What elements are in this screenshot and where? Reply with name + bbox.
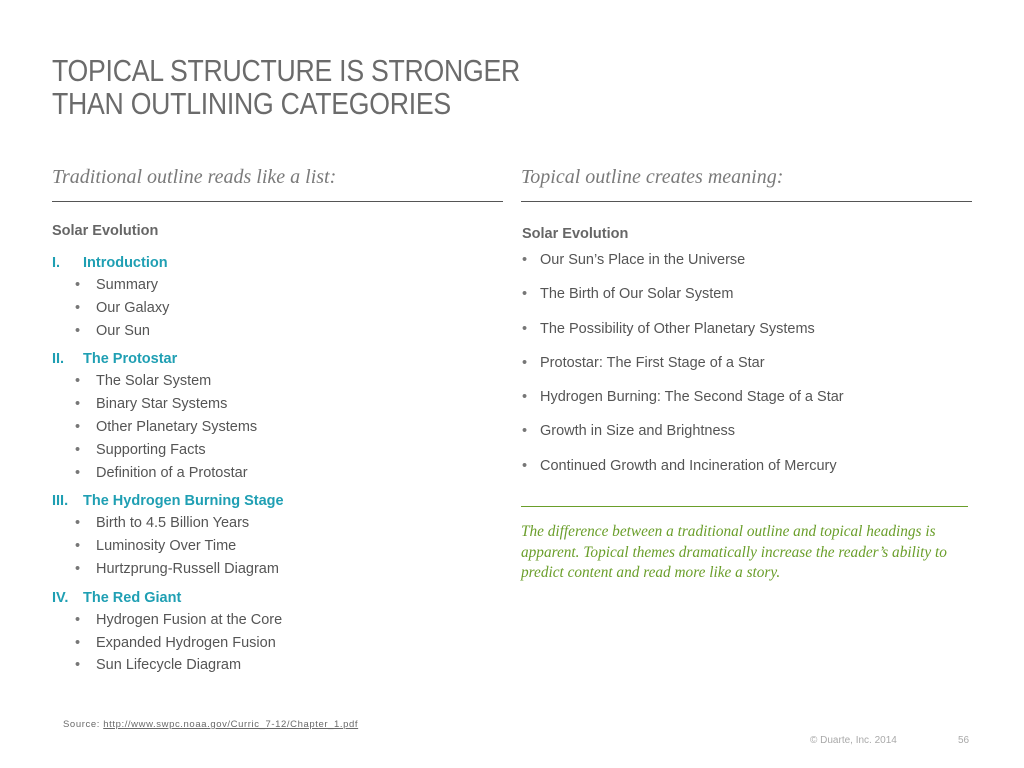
list-item-label: The Birth of Our Solar System (540, 286, 734, 303)
outline-section-heading (52, 490, 492, 512)
list-item (52, 370, 492, 393)
list-item (522, 385, 982, 419)
outline-section (52, 252, 492, 342)
section-title: The Protostar (83, 351, 178, 368)
bullet-icon: • (522, 354, 528, 371)
list-item (522, 248, 982, 282)
outline-section (52, 587, 492, 677)
bullet-icon: • (75, 418, 81, 435)
bullet-icon: • (522, 320, 528, 337)
topical-outline-list (522, 248, 982, 488)
list-item-label: Other Planetary Systems (96, 418, 258, 435)
bullet-icon: • (75, 373, 81, 390)
bullet-icon: • (75, 441, 81, 458)
list-item-label: The Possibility of Other Planetary Systems (540, 320, 815, 337)
title-line-2: THAN OUTLINING CATEGORIES (52, 86, 451, 121)
list-item-label: Our Galaxy (96, 299, 170, 316)
list-item-label: Expanded Hydrogen Fusion (96, 634, 276, 651)
list-item-label: Summary (96, 277, 159, 293)
comparison-note: The difference between a traditional outline and topical headings is apparent. Topical themes dramatically increase the reader’s ability to predict content and read more like a story. (521, 523, 947, 581)
list-item (52, 416, 492, 439)
list-item-label: Luminosity Over Time (96, 538, 237, 555)
page-number: 56 (958, 735, 970, 746)
section-title: Introduction (83, 255, 168, 271)
list-item (522, 282, 982, 316)
list-item (52, 654, 492, 677)
list-item (522, 351, 982, 385)
section-numeral: I. (52, 255, 61, 271)
section-numeral: II. (52, 351, 65, 368)
list-item (52, 320, 492, 343)
footer-copyright: © Duarte, Inc. 2014 (810, 735, 897, 746)
list-item (52, 632, 492, 655)
list-item-label: Hurtzprung-Russell Diagram (96, 560, 279, 577)
list-item-label: Binary Star Systems (96, 396, 228, 413)
bullet-icon: • (75, 464, 81, 481)
outline-section-heading (52, 252, 492, 274)
outline-section-heading (52, 348, 492, 370)
traditional-outline-list (52, 252, 492, 683)
list-item (52, 512, 492, 535)
bullet-icon: • (75, 611, 81, 628)
list-item (52, 535, 492, 558)
bullet-icon: • (75, 396, 81, 413)
list-item-label: Hydrogen Burning: The Second Stage of a Star (540, 389, 844, 406)
list-item-label: Our Sun’s Place in the Universe (540, 252, 746, 268)
list-item-label: Protostar: The First Stage of a Star (540, 354, 765, 371)
list-item-label: Hydrogen Fusion at the Core (96, 611, 283, 628)
list-item (52, 274, 492, 297)
section-title: The Red Giant (83, 589, 182, 606)
list-item (522, 419, 982, 453)
outline-section-heading (52, 587, 492, 609)
list-item-label: Supporting Facts (96, 441, 206, 458)
left-heading-rule (52, 201, 503, 202)
section-numeral: III. (52, 493, 69, 510)
source-link[interactable]: http://www.swpc.noaa.gov/Curric_7-12/Chapter_1.pdf (103, 719, 359, 730)
list-item-label: Sun Lifecycle Diagram (96, 657, 242, 674)
bullet-icon: • (75, 634, 81, 651)
outline-section (52, 490, 492, 580)
title-line-1: TOPICAL STRUCTURE IS STRONGER (52, 53, 521, 88)
bullet-icon: • (522, 389, 528, 406)
bullet-icon: • (75, 657, 81, 674)
list-item-label: The Solar System (96, 373, 212, 390)
list-item (52, 462, 492, 485)
bullet-icon: • (522, 252, 528, 268)
left-subtitle: Solar Evolution (52, 223, 159, 239)
list-item-label: Growth in Size and Brightness (540, 423, 736, 440)
list-item (52, 609, 492, 632)
list-item (52, 393, 492, 416)
bullet-icon: • (75, 515, 81, 532)
list-item (52, 439, 492, 462)
bullet-icon: • (522, 423, 528, 440)
bullet-icon: • (75, 322, 81, 339)
bullet-icon: • (75, 299, 81, 316)
list-item-label: Our Sun (96, 322, 150, 339)
bullet-icon: • (75, 560, 81, 577)
source-citation (63, 719, 358, 730)
right-column-heading: Topical outline creates meaning: (521, 166, 784, 188)
section-title: The Hydrogen Burning Stage (83, 493, 284, 510)
right-subtitle: Solar Evolution (522, 226, 629, 242)
list-item (52, 297, 492, 320)
bullet-icon: • (75, 538, 81, 555)
bullet-icon: • (522, 457, 528, 474)
section-numeral: IV. (52, 589, 69, 606)
source-label: Source: (63, 719, 100, 730)
left-column-heading: Traditional outline reads like a list: (52, 166, 337, 188)
list-item-label: Definition of a Protostar (96, 464, 248, 481)
right-heading-rule (521, 201, 972, 202)
slide-title (52, 54, 520, 120)
list-item (522, 317, 982, 351)
list-item (522, 454, 982, 488)
list-item-label: Birth to 4.5 Billion Years (96, 515, 250, 532)
note-divider (521, 506, 968, 507)
bullet-icon: • (522, 286, 528, 303)
list-item (52, 558, 492, 581)
outline-section (52, 348, 492, 484)
list-item-label: Continued Growth and Incineration of Mercury (540, 457, 837, 474)
bullet-icon: • (75, 277, 81, 293)
